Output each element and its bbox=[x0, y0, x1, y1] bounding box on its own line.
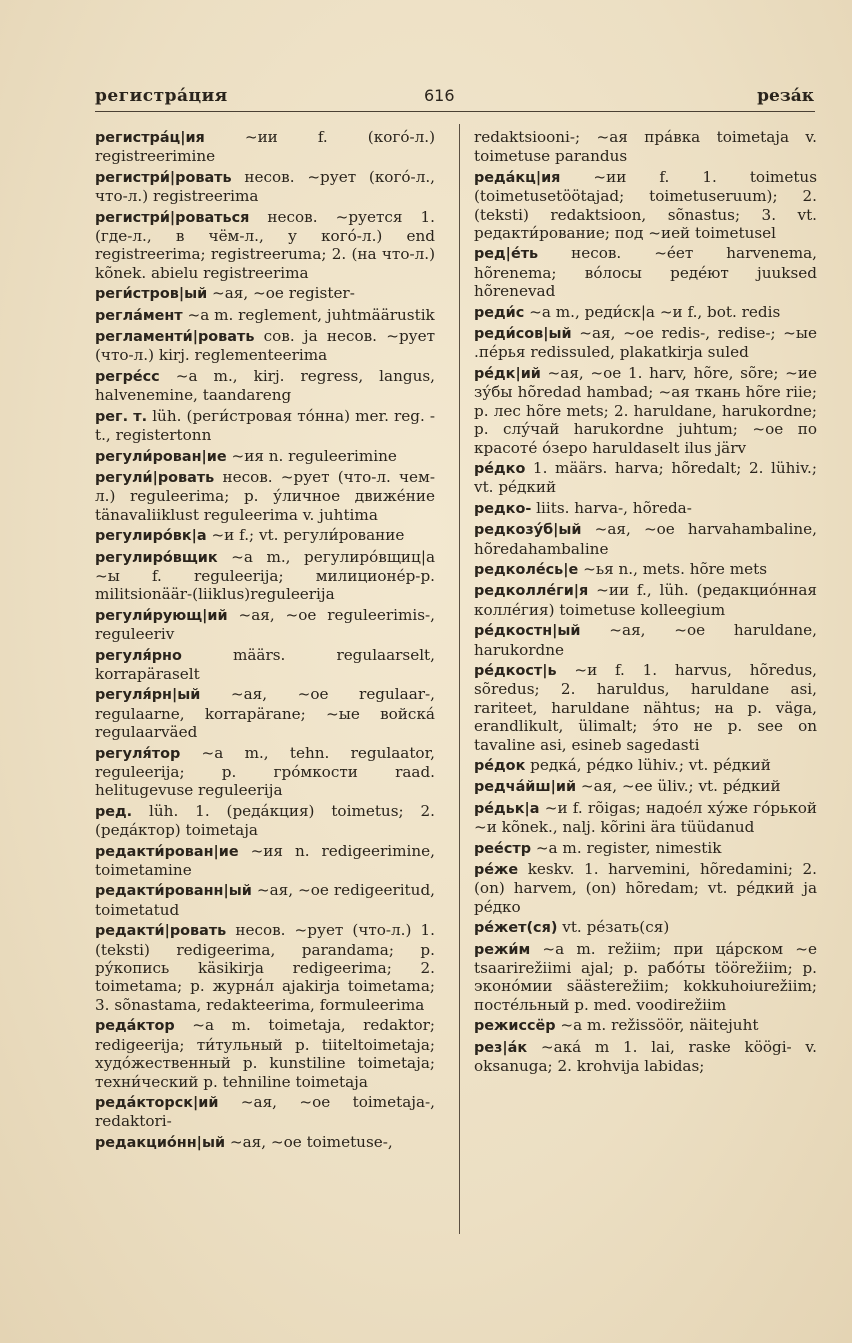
dictionary-entry bbox=[474, 777, 817, 796]
entry-body: ~ая, ~ое haruldane, harukordne bbox=[474, 621, 817, 659]
dictionary-entry bbox=[95, 526, 435, 545]
entry-body: ~ая, ~ое regulaar-, regulaarne, korrapärane; ~ые войска́ regulaarväed bbox=[95, 685, 435, 742]
entry-body: ~ака́ m 1. lai, raske köögi- v. oksanuga; 2. krohvija labidas; bbox=[474, 1037, 817, 1076]
entry-body: несов. ~рует (кого́-л., что-л.) registreerima bbox=[95, 167, 435, 206]
entry-body: несов. ~руется 1. (где-л., в чём-л., у кого́-л.) end registreerima; registreeruma; 2. (на что-л.) kõnek. abielu registreerima bbox=[95, 207, 435, 282]
entry-body: ~ая, ~ое harvahambaline, hõredahambaline bbox=[474, 520, 817, 558]
headword: ре́дк|ий bbox=[474, 365, 541, 382]
entry-body: ~ая, ~ое toimetaja-, redaktori- bbox=[95, 1092, 435, 1131]
entry-body: ~ая, ~ое redigeeritud, toimetatud bbox=[95, 881, 435, 919]
headword: регламенти́|ровать bbox=[95, 329, 255, 346]
headword: режи́м bbox=[474, 941, 531, 958]
dictionary-entry bbox=[474, 459, 817, 497]
headword: режиссёр bbox=[474, 1018, 556, 1035]
entry-body: ~ая, ~ое reguleerimis-, reguleeriv bbox=[95, 605, 435, 644]
entry-body: ~ая, ~ее üliv.; vt. ре́дкий bbox=[576, 777, 781, 796]
headword: регла́мент bbox=[95, 307, 183, 324]
dictionary-entry bbox=[474, 621, 817, 659]
dictionary-entry bbox=[95, 208, 435, 283]
entry-body: ~ая, ~ое redis-, redise-; ~ые .пе́рья redissuled, plakatkirja suled bbox=[474, 324, 817, 362]
entry-body: ~и f.; vt. регули́рование bbox=[206, 526, 405, 545]
headword: реги́стров|ый bbox=[95, 286, 208, 303]
dictionary-entry bbox=[474, 364, 817, 457]
headword: реда́кторск|ий bbox=[95, 1094, 219, 1111]
dictionary-entry bbox=[95, 548, 435, 604]
headword: рег. т. bbox=[95, 408, 148, 425]
left-column bbox=[95, 128, 435, 1154]
headword: ред. bbox=[95, 803, 133, 820]
dictionary-entry bbox=[95, 306, 435, 325]
entry-body: ~ая, ~ое 1. harv, hõre, sõre; ~ие зу́бы hõredad hambad; ~ая ткань hõre riie; р. лес hõre mets; 2. haruldane, harukordne; р. слу́чай harukordne juhtum; ~ое по красоте́ о́зеро haruldaselt ilus järv bbox=[474, 363, 817, 457]
dictionary-entry bbox=[474, 244, 817, 300]
running-head-right: реза́к bbox=[757, 86, 814, 106]
entry-body: ~а m., реди́ск|а ~и f., bot. redis bbox=[524, 302, 781, 321]
dictionary-entry bbox=[95, 327, 435, 365]
dictionary-entry bbox=[95, 685, 435, 741]
dictionary-entry bbox=[474, 324, 817, 362]
entry-body: сов. ja несов. ~рует (что-л.) kirj. reglementeerima bbox=[95, 327, 435, 365]
page-number: 616 bbox=[424, 86, 455, 105]
entry-body: lüh. (реги́стровая то́нна) mer. reg. -t., registertonn bbox=[95, 406, 435, 445]
header-rule bbox=[95, 111, 815, 112]
dictionary-entry bbox=[95, 802, 435, 840]
entry-body: redaktsiooni-; ~ая пра́вка toimetaja v. toimetuse parandus bbox=[474, 128, 817, 166]
dictionary-entry bbox=[474, 128, 817, 166]
dictionary-entry bbox=[95, 1093, 435, 1131]
dictionary-entry bbox=[474, 1038, 817, 1076]
headword: регули́рован|ие bbox=[95, 448, 227, 465]
entry-body: ~а m., tehn. regulaator, reguleerija; р. гро́мкости raad. helitugevuse reguleerija bbox=[95, 743, 435, 800]
headword: регре́сс bbox=[95, 368, 160, 385]
headword: редакцио́нн|ый bbox=[95, 1134, 226, 1151]
dictionary-entry bbox=[474, 303, 817, 322]
entry-body: ~а m. register, nimestik bbox=[531, 838, 722, 857]
headword: редко- bbox=[474, 500, 532, 517]
dictionary-entry bbox=[95, 128, 435, 166]
entry-body: редка́, ре́дко lühiv.; vt. ре́дкий bbox=[525, 756, 771, 774]
right-column bbox=[474, 128, 817, 1078]
entry-body: несов. ~рует (что-л. чем-л.) reguleerima; р. у́личное движе́ние tänavaliiklust reguleerima v. juhtima bbox=[95, 467, 435, 524]
dictionary-entry bbox=[474, 756, 817, 775]
entry-body: ~ии f., lüh. (редакцио́нная колле́гия) toimetuse kolleegium bbox=[474, 581, 817, 619]
headword: регистра́ц|ия bbox=[95, 130, 205, 146]
dictionary-entry bbox=[95, 921, 435, 1014]
entry-body: vt. ре́зать(ся) bbox=[557, 918, 670, 937]
dictionary-entry bbox=[474, 918, 817, 937]
headword: ре́дьк|а bbox=[474, 800, 540, 817]
headword: ред|е́ть bbox=[474, 246, 539, 263]
entry-body: ~ии f. 1. toimetus (toimetusetöötajad; toimetuseruum); 2. (teksti) redaktsioon, sõnastus; 3. vt. редакти́рование; под ~ией toimetusel bbox=[474, 167, 817, 243]
entry-body: несов. ~рует (что-л.) 1. (teksti) redigeerima, parandama; р. ру́копись käsikirja redigeerima; 2. toimetama; р. журна́л ajakirja toimetama; 3. sõnastama, redakteerima, formuleerima bbox=[95, 921, 435, 1014]
headword: ре́дкостн|ый bbox=[474, 623, 581, 640]
entry-body: ~ия n. redigeerimine, toimetamine bbox=[95, 841, 435, 880]
headword: ре́дкост|ь bbox=[474, 662, 557, 679]
headword: редколле́ги|я bbox=[474, 583, 589, 600]
headword: ре́дко bbox=[474, 460, 526, 477]
headword: редакти́рован|ие bbox=[95, 843, 239, 860]
headword: регуля́рно bbox=[95, 647, 182, 664]
dictionary-entry bbox=[95, 407, 435, 445]
headword: ре́жет(ся) bbox=[474, 920, 558, 937]
entry-body: ~и f. rõigas; надое́л ху́же го́рькой ~и kõnek., nalj. kõrini ära tüüdanud bbox=[474, 798, 817, 837]
headword: регистри́|ровать bbox=[95, 169, 232, 186]
dictionary-entry bbox=[474, 581, 817, 619]
column-divider bbox=[459, 124, 460, 1234]
headword: регули́|ровать bbox=[95, 469, 215, 486]
entry-body: ~ья n., mets. hõre mets bbox=[578, 559, 768, 578]
entry-body: несов. ~е́ет harvenema, hõrenema; во́лосы реде́ют juuksed hõrenevad bbox=[474, 244, 817, 301]
dictionary-entry bbox=[474, 799, 817, 837]
headword: редакти́|ровать bbox=[95, 923, 227, 940]
dictionary-entry bbox=[95, 284, 435, 303]
headword: регуля́рн|ый bbox=[95, 687, 201, 704]
headword: редакти́рованн|ый bbox=[95, 883, 252, 900]
dictionary-entry bbox=[95, 842, 435, 880]
dictionary-entry bbox=[95, 468, 435, 524]
entry-body: ~а m. reglement, juhtmäärustik bbox=[182, 305, 435, 324]
headword: регуля́тор bbox=[95, 745, 181, 762]
entry-body: ~ая, ~ое toimetuse-, bbox=[225, 1132, 393, 1151]
dictionary-entry bbox=[95, 168, 435, 206]
dictionary-entry bbox=[474, 168, 817, 243]
headword: реди́с bbox=[474, 304, 525, 321]
headword: ре́док bbox=[474, 758, 526, 774]
dictionary-entry bbox=[95, 606, 435, 644]
dictionary-entry bbox=[95, 367, 435, 405]
headword: реда́ктор bbox=[95, 1018, 175, 1035]
dictionary-entry bbox=[474, 940, 817, 1015]
headword: реди́сов|ый bbox=[474, 326, 572, 343]
entry-body: lüh. 1. (реда́кция) toimetus; 2. (реда́ктор) toimetaja bbox=[95, 801, 435, 840]
entry-body: ~а m. režiim; при ца́рском ~е tsaarirežiimi ajal; р. рабо́ты töörežiim; р. эконо́мии säästerežiim; kokkuhoiurežiim; посте́льный р. med. voodirežiim bbox=[474, 939, 817, 1014]
entry-body: määrs. regulaarselt, korrapäraselt bbox=[95, 645, 435, 683]
dictionary-entry bbox=[95, 1016, 435, 1091]
entry-body: ~а m., регулиро́вщиц|а ~ы f. reguleerija; милиционе́р-р. militsionäär-(liiklus)reguleerija bbox=[95, 547, 435, 604]
headword: регистри́|роваться bbox=[95, 209, 250, 226]
headword: рез|а́к bbox=[474, 1039, 528, 1056]
entry-body: ~ии f. (кого́-л.) registreerimine bbox=[95, 128, 435, 166]
headword: регулиро́вк|а bbox=[95, 528, 207, 545]
entry-body: liits. harva-, hõreda- bbox=[531, 498, 692, 517]
dictionary-entry bbox=[474, 839, 817, 858]
headword: редкозу́б|ый bbox=[474, 522, 582, 539]
entry-body: ~ия n. reguleerimine bbox=[226, 446, 397, 465]
headword: рее́стр bbox=[474, 840, 531, 857]
headword: регулиро́вщик bbox=[95, 549, 218, 566]
entry-body: ~и f. 1. harvus, hõredus, sõredus; 2. haruldus, haruldane asi, rariteet, haruldane nähtus; на р. väga, erandlikult, ülimalt; э́то не р. see on tavaline asi, esineb sagedasti bbox=[474, 660, 817, 754]
running-head-left: регистра́ция bbox=[95, 86, 228, 106]
entry-body: keskv. 1. harvemini, hõredamini; 2. (on) harvem, (on) hõredam; vt. ре́дкий ja ре́дко bbox=[474, 860, 817, 916]
dictionary-entry bbox=[95, 447, 435, 466]
headword: редколе́сь|е bbox=[474, 561, 579, 578]
headword: регули́рующ|ий bbox=[95, 607, 228, 624]
entry-body: ~а m. toimetaja, redaktor; redigeerija; ти́тульный р. tiiteltoimetaja; худо́жественный р. kunstiline toimetaja; техни́ческий р. tehniline toimetaja bbox=[95, 1016, 435, 1091]
entry-body: ~а m., kirj. regress, langus, halvenemine, taandareng bbox=[95, 366, 435, 405]
dictionary-entry bbox=[95, 744, 435, 800]
headword: реда́кц|ия bbox=[474, 169, 561, 186]
headword: ре́же bbox=[474, 862, 519, 879]
dictionary-entry bbox=[474, 520, 817, 558]
dictionary-entry bbox=[95, 646, 435, 684]
entry-body: ~а m. režissöör, näitejuht bbox=[555, 1016, 759, 1035]
dictionary-entry bbox=[474, 860, 817, 916]
dictionary-entry bbox=[474, 560, 817, 579]
headword: редча́йш|ий bbox=[474, 779, 577, 796]
entry-body: 1. määrs. harva; hõredalt; 2. lühiv.; vt. ре́дкий bbox=[474, 458, 817, 497]
entry-body: ~ая, ~ое register- bbox=[207, 284, 355, 303]
dictionary-entry bbox=[474, 1016, 817, 1035]
dictionary-entry bbox=[474, 661, 817, 754]
dictionary-entry bbox=[95, 881, 435, 919]
dictionary-entry bbox=[474, 499, 817, 518]
dictionary-entry bbox=[95, 1133, 435, 1152]
